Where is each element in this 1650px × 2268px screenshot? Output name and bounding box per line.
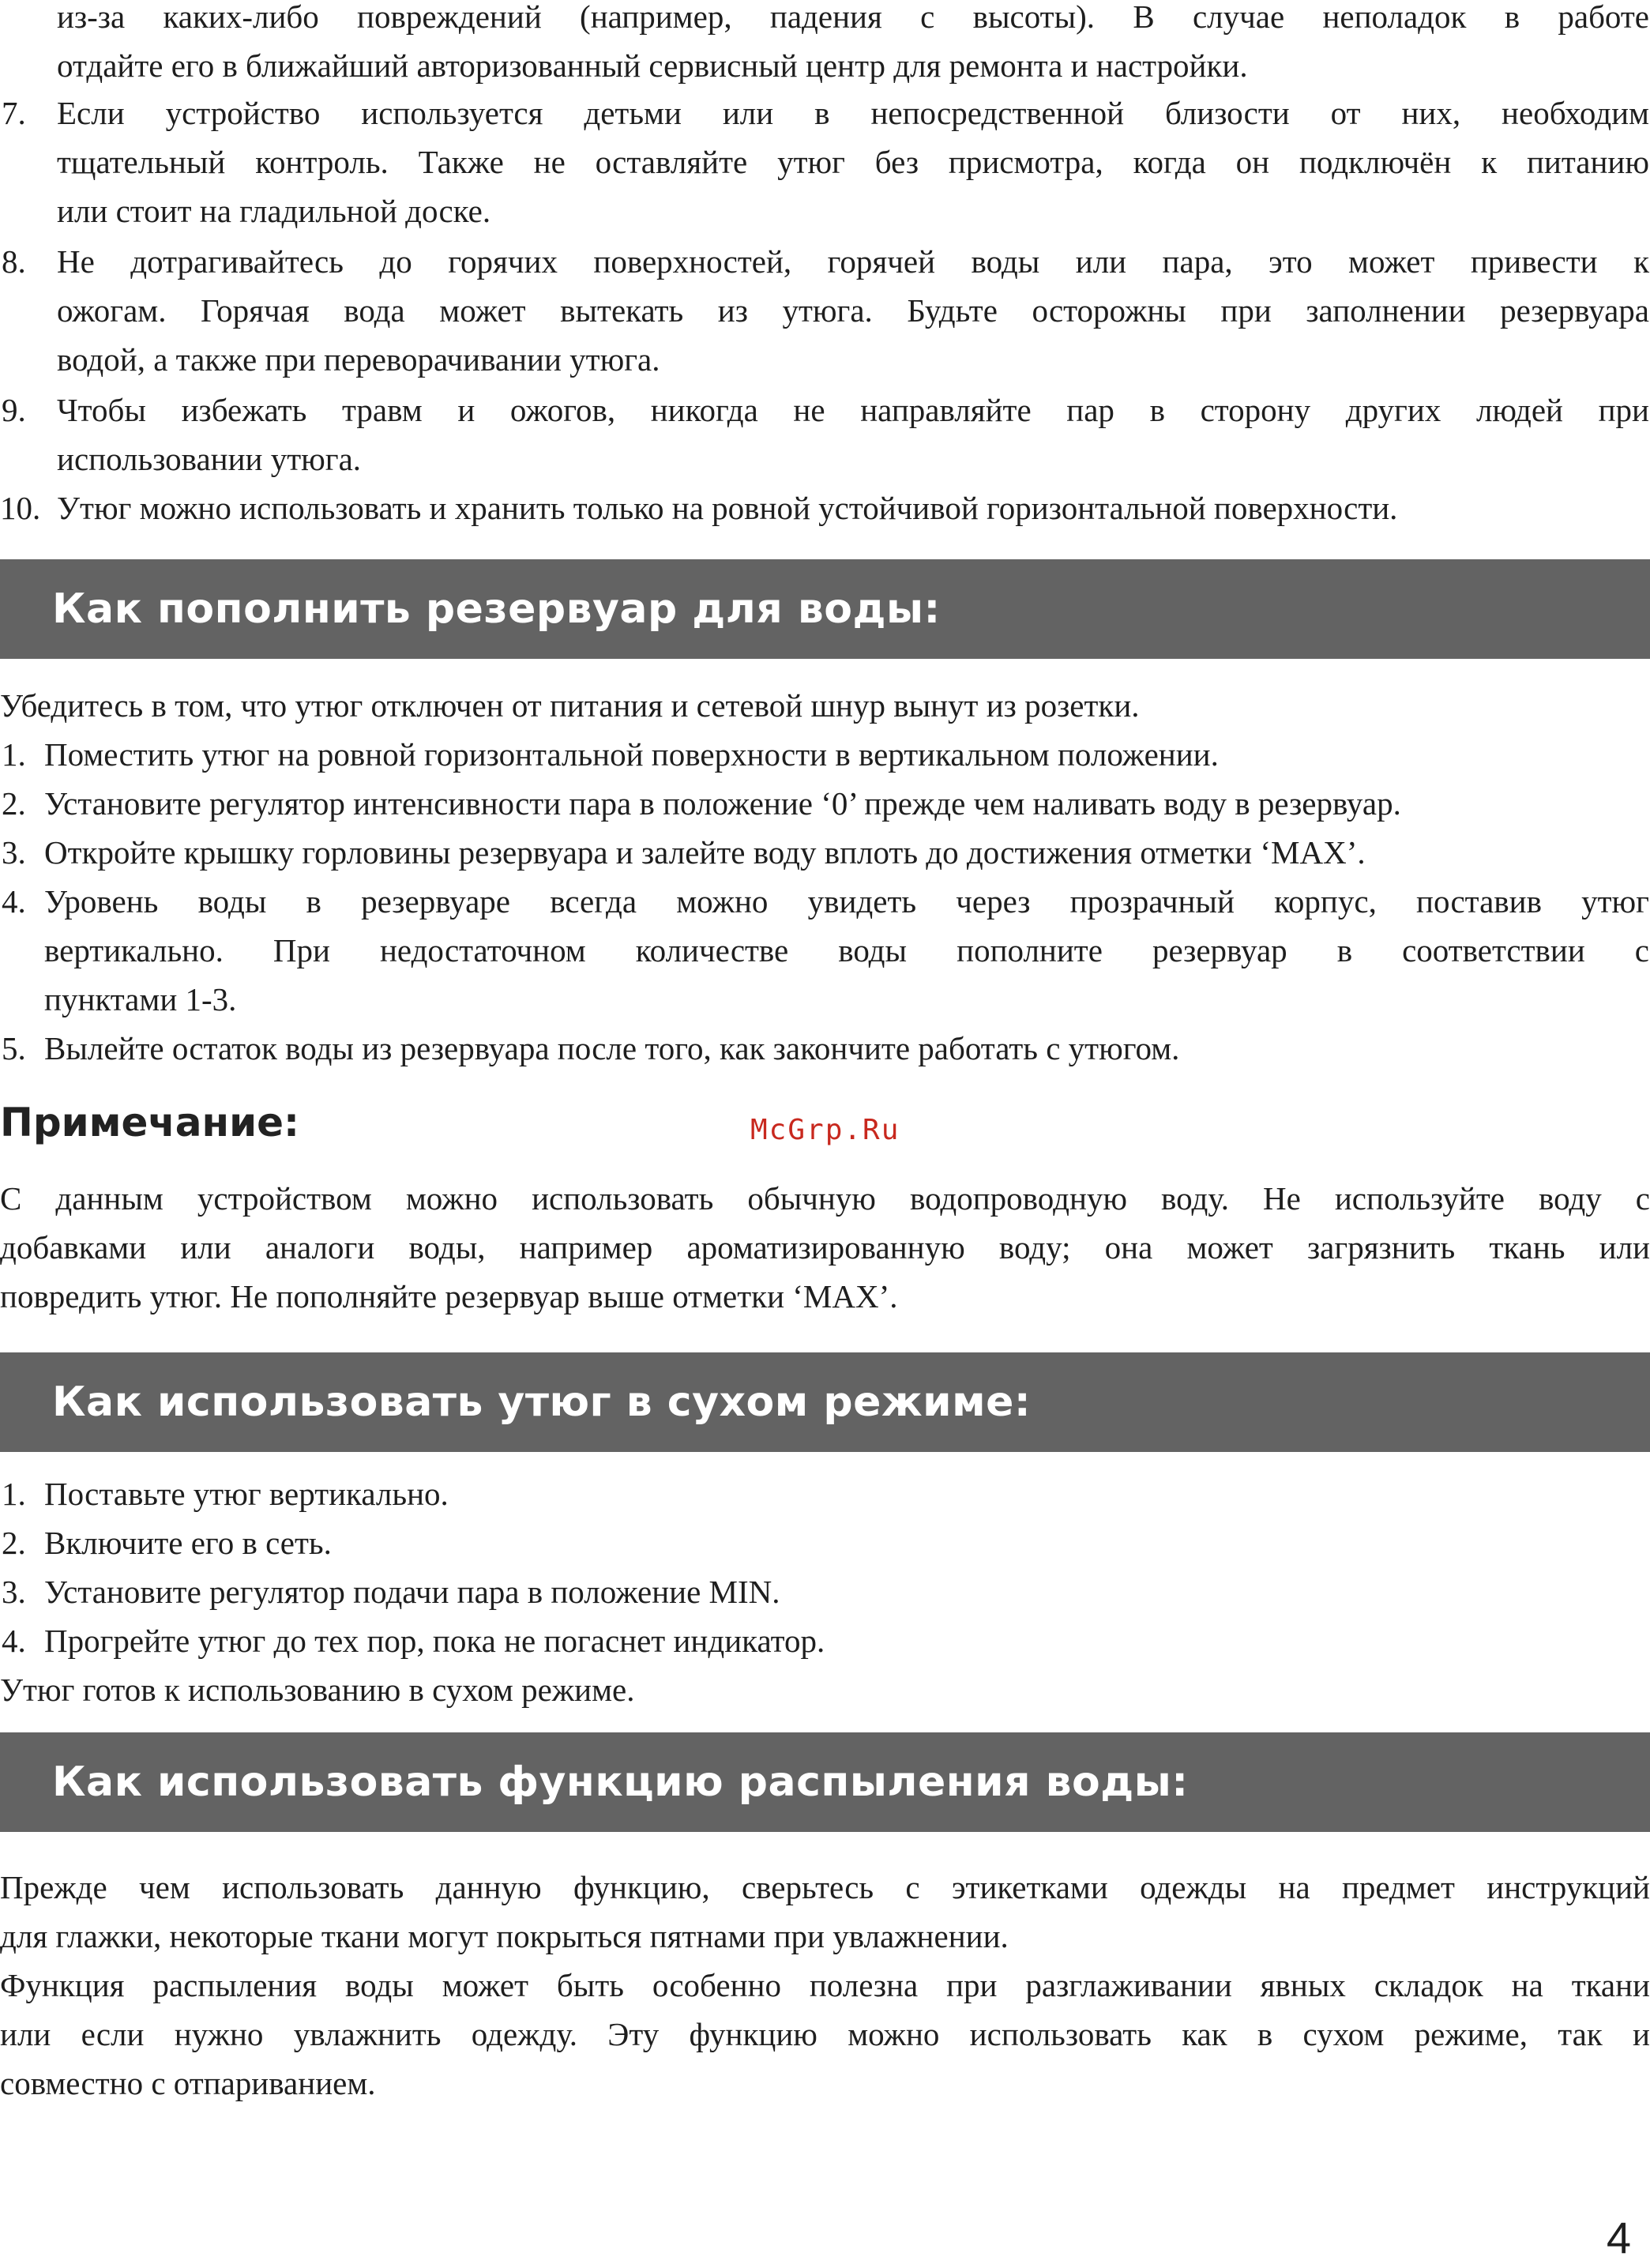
fill-item-4-line-3: пунктами 1-3. bbox=[44, 981, 237, 1017]
spray-para1-line-2: для глажки, некоторые ткани могут покрыться пятнами при увлажнении. bbox=[0, 1918, 1009, 1954]
safety-item-7-line-2: тщательный контроль. Также не оставляйте утюг без присмотра, когда он подключён к питанию bbox=[57, 144, 1649, 180]
safety-item-10-number: 10. bbox=[0, 490, 41, 526]
dry-item-4-number: 4. bbox=[2, 1623, 26, 1659]
fill-item-4-line-1: Уровень воды в резервуаре всегда можно увидеть через прозрачный корпус, поставив утюг bbox=[44, 883, 1649, 920]
fill-item-3-number: 3. bbox=[2, 834, 26, 871]
watermark: McGrp.Ru bbox=[750, 1114, 900, 1146]
safety-item-9-number: 9. bbox=[2, 392, 26, 428]
safety-item-8-number: 8. bbox=[2, 243, 26, 280]
spray-para2-line-1: Функция распыления воды может быть особенно полезна при разглаживании явных складок на ткани bbox=[0, 1967, 1650, 2003]
note-title: Примечание: bbox=[0, 1100, 300, 1145]
spray-para1-line-1: Прежде чем использовать данную функцию, сверьтесь с этикетками одежды на предмет инструкций bbox=[0, 1869, 1650, 1905]
fill-item-1-number: 1. bbox=[2, 736, 26, 773]
section-header-dry-mode bbox=[0, 1352, 1650, 1452]
fill-item-5-number: 5. bbox=[2, 1030, 26, 1066]
dry-item-3-number: 3. bbox=[2, 1574, 26, 1610]
fill-item-1-line-1: Поместить утюг на ровной горизонтальной поверхности в вертикальном положении. bbox=[44, 736, 1219, 773]
note-line-2: добавками или аналоги воды, например ароматизированную воду; она может загрязнить ткань или bbox=[0, 1229, 1650, 1266]
spray-para2-line-3: совместно с отпариванием. bbox=[0, 2065, 376, 2101]
safety-item-9-line-1: Чтобы избежать травм и ожогов, никогда не направляйте пар в сторону других людей при bbox=[57, 392, 1649, 428]
fill-item-4-line-2: вертикально. При недостаточном количестве воды пополните резервуар в соответствии с bbox=[44, 932, 1649, 969]
safety-item-6-line-1: из-за каких-либо повреждений (например, падения с высоты). В случае неполадок в работе bbox=[57, 0, 1649, 35]
fill-item-2-line-1: Установите регулятор интенсивности пара в положение ‘0’ прежде чем наливать воду в резервуар. bbox=[44, 785, 1401, 822]
fill-item-2-number: 2. bbox=[2, 785, 26, 822]
page-number: 4 bbox=[1606, 2213, 1631, 2262]
dry-item-4-text: Прогрейте утюг до тех пор, пока не погаснет индикатор. bbox=[44, 1623, 825, 1659]
fill-item-5-line-1: Вылейте остаток воды из резервуара после того, как закончите работать с утюгом. bbox=[44, 1030, 1180, 1066]
safety-item-10-line-1: Утюг можно использовать и хранить только на ровной устойчивой горизонтальной поверхности. bbox=[57, 490, 1398, 526]
safety-item-8-line-2: ожогам. Горячая вода может вытекать из утюга. Будьте осторожны при заполнении резервуара bbox=[57, 292, 1649, 329]
spray-para2-line-2: или если нужно увлажнить одежду. Эту функцию можно использовать как в сухом режиме, так и bbox=[0, 2016, 1650, 2052]
section-title-dry-mode: Как использовать утюг в сухом режиме: bbox=[52, 1378, 1032, 1426]
section-title-fill-reservoir: Как пополнить резервуар для воды: bbox=[52, 585, 941, 633]
dry-item-1-text: Поставьте утюг вертикально. bbox=[44, 1476, 449, 1512]
fill-intro: Убедитесь в том, что утюг отключен от питания и сетевой шнур вынут из розетки. bbox=[0, 687, 1140, 724]
safety-item-7-number: 7. bbox=[2, 95, 26, 131]
section-header-spray bbox=[0, 1732, 1650, 1832]
safety-item-8-line-3: водой, а также при переворачивании утюга. bbox=[57, 341, 660, 378]
dry-item-1-number: 1. bbox=[2, 1476, 26, 1512]
safety-item-7-line-1: Если устройство используется детьми или в непосредственной близости от них, необходим bbox=[57, 95, 1649, 131]
dry-item-3-text: Установите регулятор подачи пара в положение MIN. bbox=[44, 1574, 780, 1610]
section-title-spray: Как использовать функцию распыления воды: bbox=[52, 1758, 1189, 1806]
note-line-1: С данным устройством можно использовать обычную водопроводную воду. Не используйте воду с bbox=[0, 1180, 1650, 1217]
safety-item-9-line-2: использовании утюга. bbox=[57, 441, 362, 477]
note-line-3: повредить утюг. Не пополняйте резервуар выше отметки ‘MAX’. bbox=[0, 1278, 898, 1315]
safety-item-7-line-3: или стоит на гладильной доске. bbox=[57, 193, 491, 229]
fill-item-4-number: 4. bbox=[2, 883, 26, 920]
fill-item-3-line-1: Откройте крышку горловины резервуара и залейте воду вплоть до достижения отметки ‘MAX’. bbox=[44, 834, 1366, 871]
dry-item-2-text: Включите его в сеть. bbox=[44, 1525, 332, 1561]
section-header-fill-reservoir bbox=[0, 559, 1650, 659]
dry-item-2-number: 2. bbox=[2, 1525, 26, 1561]
safety-item-8-line-1: Не дотрагивайтесь до горячих поверхностей, горячей воды или пара, это может привести к bbox=[57, 243, 1649, 280]
dry-outro: Утюг готов к использованию в сухом режиме. bbox=[0, 1672, 635, 1708]
safety-item-6-line-2: отдайте его в ближайший авторизованный сервисный центр для ремонта и настройки. bbox=[57, 47, 1248, 84]
